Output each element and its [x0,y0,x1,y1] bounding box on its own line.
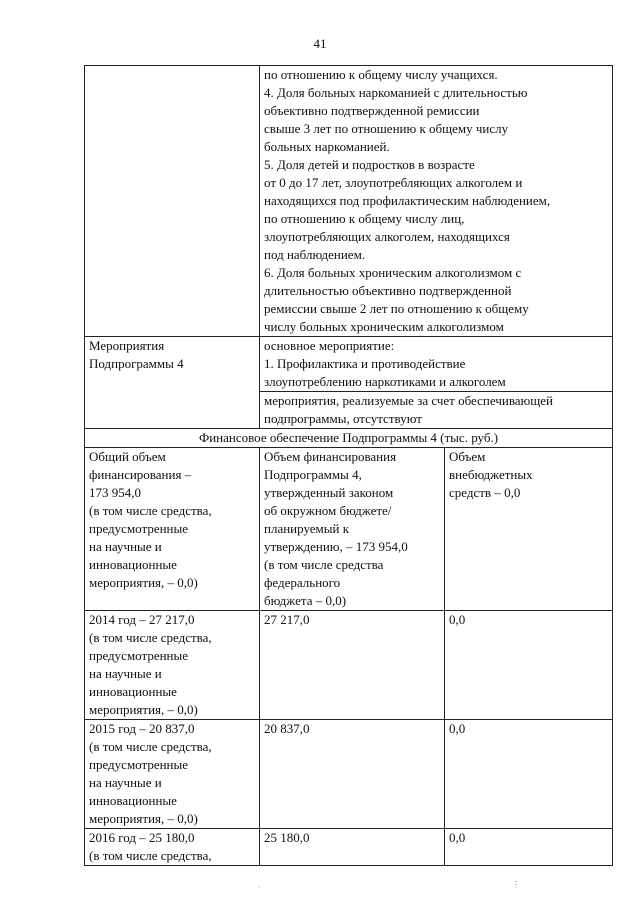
extra-amount-cell: 0,0 [445,829,613,866]
table-row [85,611,613,720]
table-row [85,829,613,866]
text-line: мероприятия, реализуемые за счет обеспечивающей [264,393,554,408]
district-amount-cell: 25 180,0 [260,829,445,866]
text-line: длительностью объективно подтвержденной [264,283,512,298]
finance-total-cell [85,448,260,611]
text-line: предусмотренные [89,757,189,772]
text-line: под наблюдением. [264,247,366,262]
scan-speck: · [258,883,261,892]
text-line: мероприятия, – 0,0) [89,702,198,717]
text-line: (в том числе средства, [89,503,212,518]
text-line: (в том числе средства [264,557,384,572]
table-row [85,720,613,829]
district-amount-cell: 20 837,0 [260,720,445,829]
text-line: бюджета – 0,0) [264,593,347,608]
measures-content-cell [260,337,613,429]
empty-label-cell [85,66,260,337]
finance-extra-cell [445,448,613,611]
text-line: злоупотребляющих алкоголем, находящихся [264,229,510,244]
text-line: средств – 0,0 [449,485,521,500]
measures-label-cell [85,337,260,429]
text-line: финансирования – [89,467,192,482]
text-line: объективно подтвержденной ремиссии [264,103,480,118]
text-line: инновационные [89,793,177,808]
table-row [85,66,613,337]
text-line: (в том числе средства, [89,739,212,754]
text-line: 4. Доля больных наркоманией с длительностью [264,85,528,100]
text-line: предусмотренные [89,521,189,536]
text-line: основное мероприятие: [264,338,395,353]
text-line: 1. Профилактика и противодействие [264,356,466,371]
text-line: злоупотреблению наркотиками и алкоголем [264,374,506,389]
text-line: планируемый к [264,521,350,536]
indicators-continuation-cell [260,66,613,337]
year-cell [85,611,260,720]
text-line: больных наркоманией. [264,139,390,154]
passport-table [84,65,613,866]
text-line: Подпрограммы 4, [264,467,362,482]
page-number: 41 [313,36,327,51]
text-line: мероприятия, – 0,0) [89,575,198,590]
text-line: 2016 год – 25 180,0 [89,830,195,845]
district-amount-cell: 27 217,0 [260,611,445,720]
text-line: свыше 3 лет по отношению к общему числу [264,121,509,136]
finance-title: Финансовое обеспечение Подпрограммы 4 (тыс. руб.) [85,429,613,448]
text-line: на научные и [89,775,162,790]
text-line: 6. Доля больных хроническим алкоголизмом с [264,265,522,280]
text-line: 5. Доля детей и подростков в возрасте [264,157,475,172]
text-line: Общий объем [89,449,166,464]
text-line: утверждению, – 173 954,0 [264,539,408,554]
text-line: находящихся под профилактическим наблюдением, [264,193,551,208]
text-line: (в том числе средства, [89,848,212,863]
year-cell [85,829,260,866]
table-row [85,337,613,429]
extra-amount-cell: 0,0 [445,720,613,829]
text-line: 2015 год – 20 837,0 [89,721,195,736]
text-line: ремиссии свыше 2 лет по отношению к общему [264,301,529,316]
text-line: подпрограммы, отсутствуют [264,411,422,426]
extra-amount-cell: 0,0 [445,611,613,720]
measures-extra-block [260,391,612,428]
text-line: на научные и [89,539,162,554]
text-line: Подпрограммы 4 [89,356,184,371]
scan-speck: ⋮ [512,880,520,889]
text-line: от 0 до 17 лет, злоупотребляющих алкоголем и [264,175,523,190]
text-line: числу больных хроническим алкоголизмом [264,319,504,334]
text-line: на научные и [89,666,162,681]
text-line: по отношению к общему числу лиц, [264,211,465,226]
text-line: предусмотренные [89,648,189,663]
text-line: мероприятия, – 0,0) [89,811,198,826]
text-line: (в том числе средства, [89,630,212,645]
text-line: об окружном бюджете/ [264,503,392,518]
finance-district-cell [260,448,445,611]
text-line: 173 954,0 [89,485,141,500]
table-row [85,429,613,448]
table-row [85,448,613,611]
text-line: Объем [449,449,486,464]
text-line: Объем финансирования [264,449,397,464]
text-line: инновационные [89,684,177,699]
text-line: федерального [264,575,341,590]
text-line: 2014 год – 27 217,0 [89,612,195,627]
text-line: Мероприятия [89,338,165,353]
year-cell [85,720,260,829]
text-line: внебюджетных [449,467,533,482]
text-line: по отношению к общему числу учащихся. [264,67,498,82]
text-line: инновационные [89,557,177,572]
text-line: утвержденный законом [264,485,394,500]
